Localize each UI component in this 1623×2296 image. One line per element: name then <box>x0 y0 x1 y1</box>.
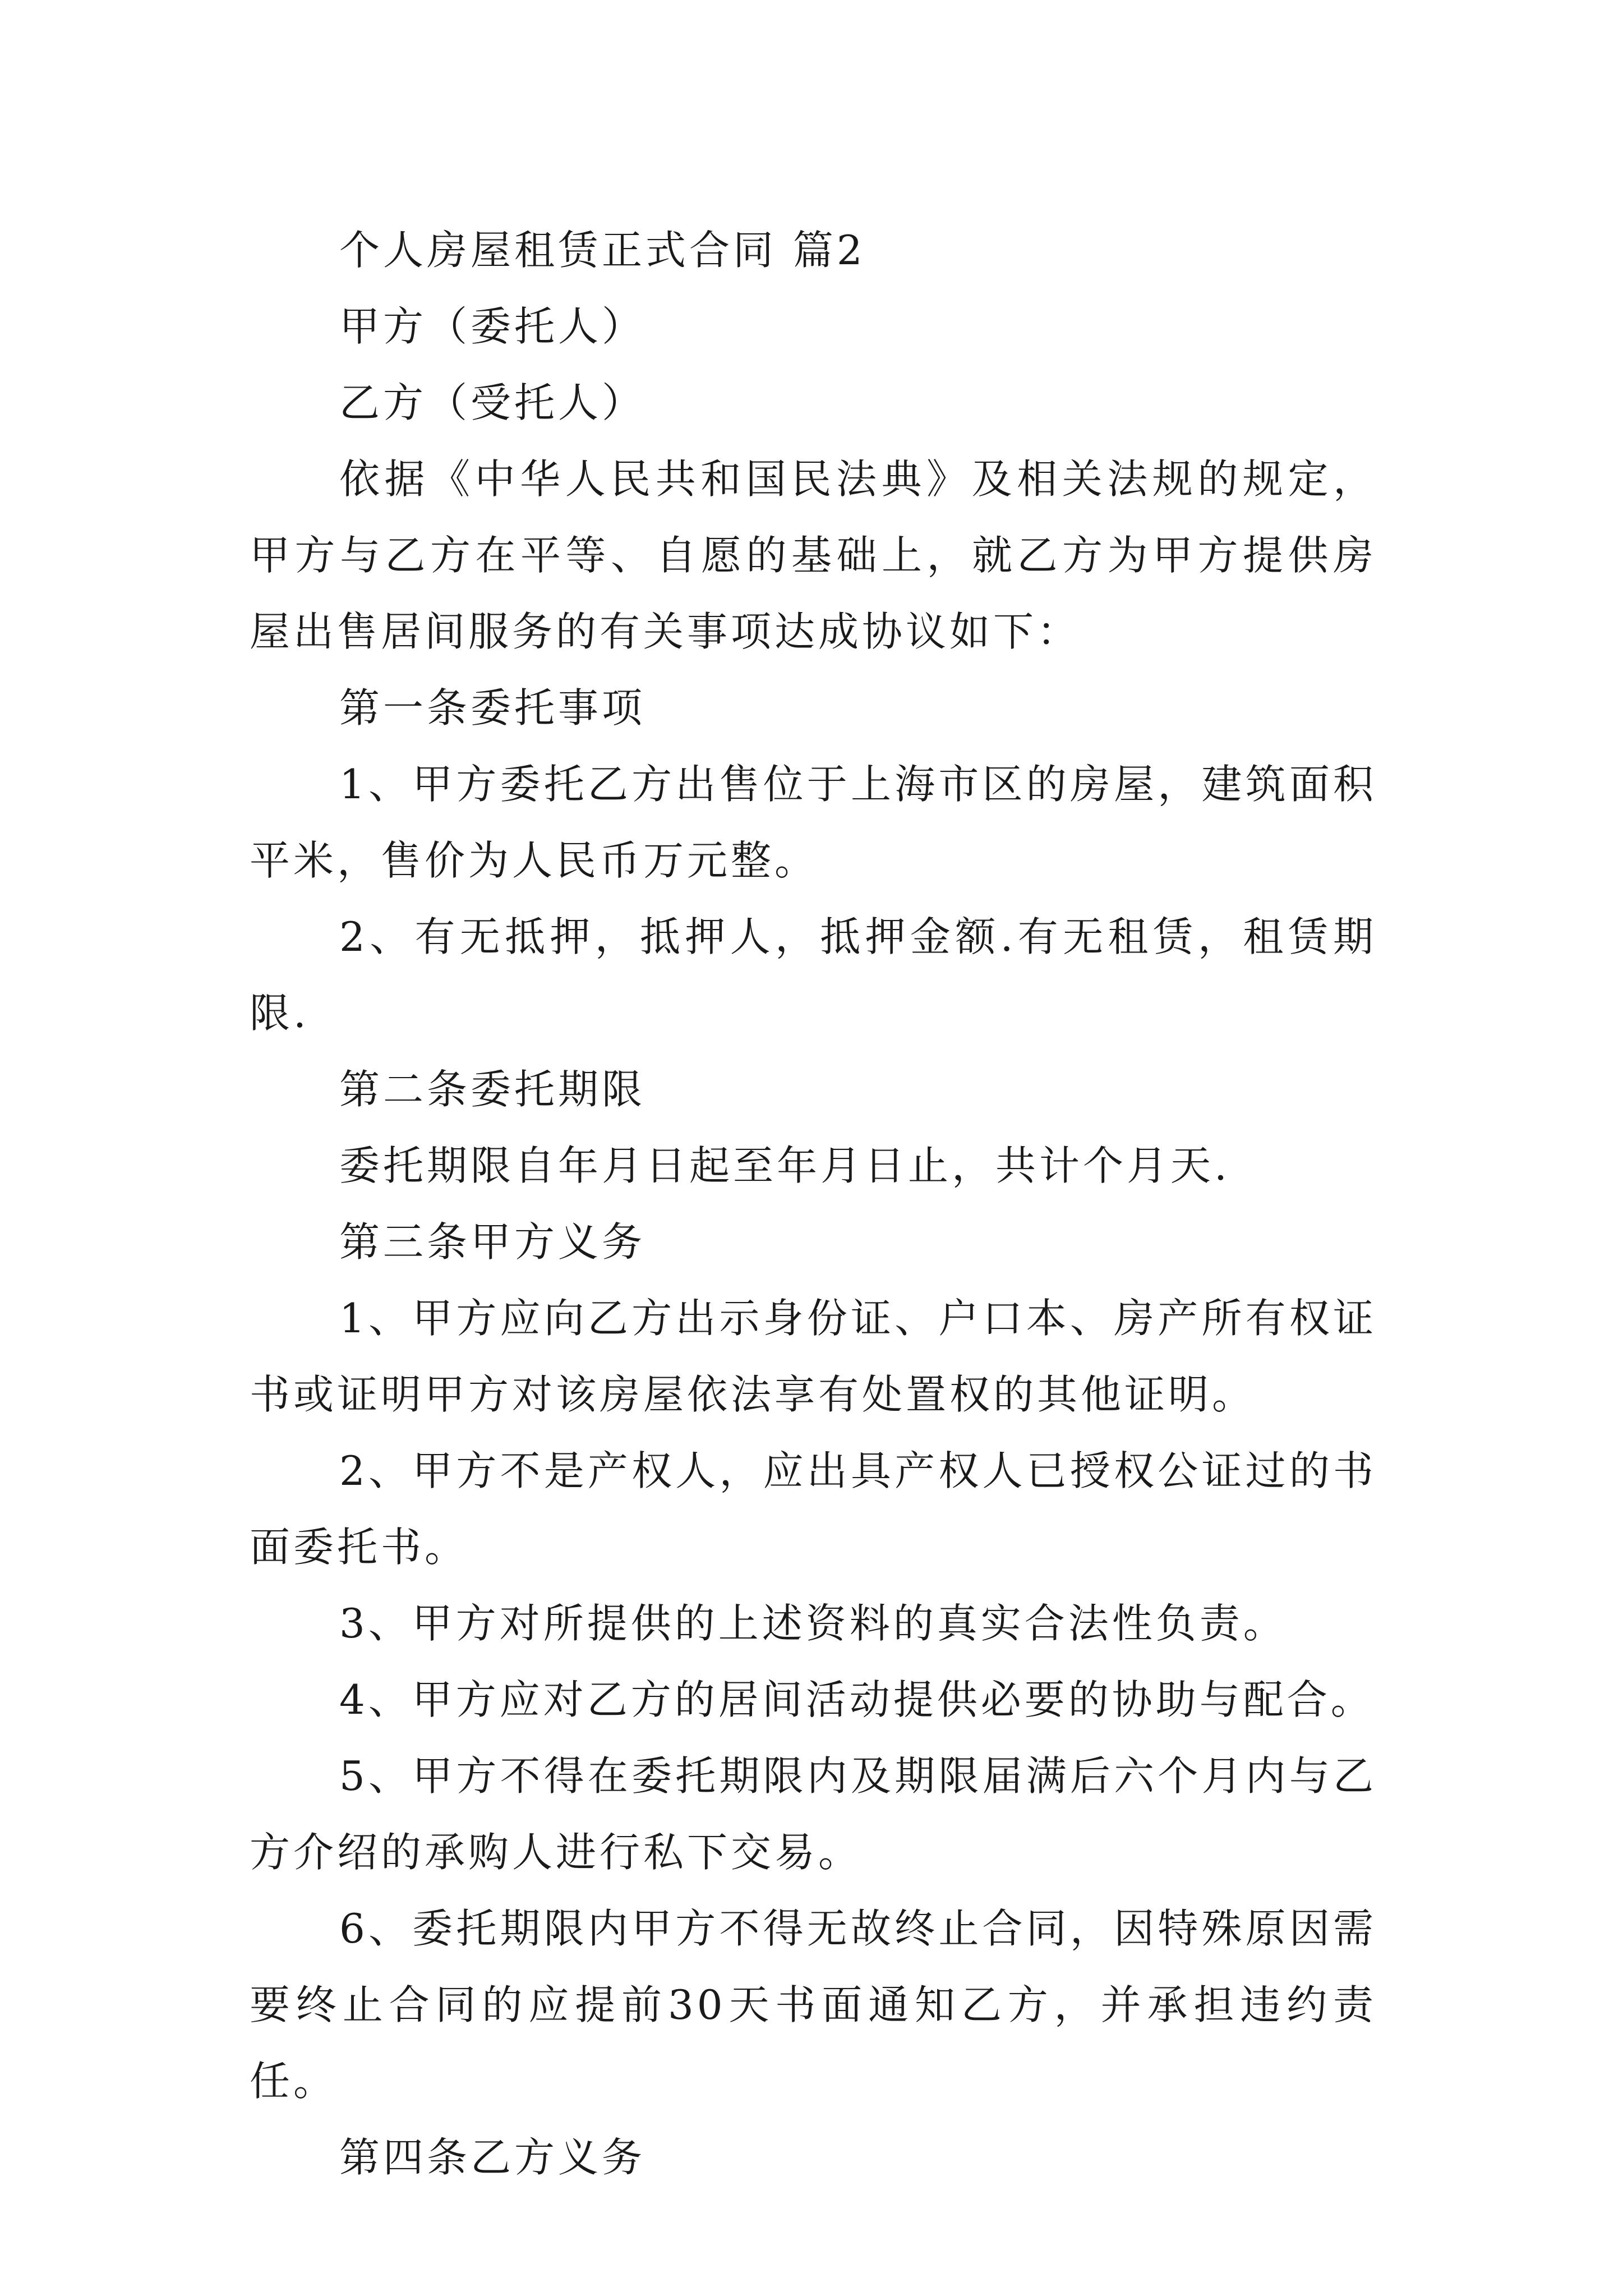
party-b-line: 乙方（受托人） <box>339 379 646 426</box>
article-3-item-2: 2、甲方不是产权人，应出具产权人已授权公证过的书面委托书。 <box>250 1447 1377 1571</box>
article-3-item-1: 1、甲方应向乙方出示身份证、户口本、房产所有权证书或证明甲方对该房屋依法享有处置权的其他证明。 <box>250 1295 1377 1418</box>
article-1-item-2: 2、有无抵押，抵押人，抵押金额.有无租赁，租赁期限. <box>250 913 1377 1037</box>
preamble-paragraph: 依据《中华人民共和国民法典》及相关法规的规定，甲方与乙方在平等、自愿的基础上，就乙方为甲方提供房屋出售居间服务的有关事项达成协议如下： <box>250 455 1377 655</box>
article-3-item-5: 5、甲方不得在委托期限内及期限届满后六个月内与乙方介绍的承购人进行私下交易。 <box>250 1752 1377 1876</box>
article-1-item-1: 1、甲方委托乙方出售位于上海市区的房屋，建筑面积平米，售价为人民币万元整。 <box>250 761 1377 884</box>
article-4-heading: 第四条乙方义务 <box>339 2134 646 2181</box>
document-title: 个人房屋租赁正式合同 篇2 <box>339 227 866 274</box>
article-3-item-4: 4、甲方应对乙方的居间活动提供必要的协助与配合。 <box>339 1676 1375 1723</box>
document-body <box>250 212 1377 2196</box>
article-2-heading: 第二条委托期限 <box>339 1066 646 1113</box>
article-3-item-3: 3、甲方对所提供的上述资料的真实合法性负责。 <box>339 1600 1287 1647</box>
article-3-heading: 第三条甲方义务 <box>339 1218 646 1266</box>
article-2-text: 委托期限自年月日起至年月日止，共计个月天. <box>339 1142 1230 1189</box>
article-1-heading: 第一条委托事项 <box>339 684 646 731</box>
article-3-item-6: 6、委托期限内甲方不得无故终止合同，因特殊原因需要终止合同的应提前30天书面通知乙方，并承担违约责任。 <box>250 1905 1377 2105</box>
party-a-line: 甲方（委托人） <box>339 303 646 350</box>
